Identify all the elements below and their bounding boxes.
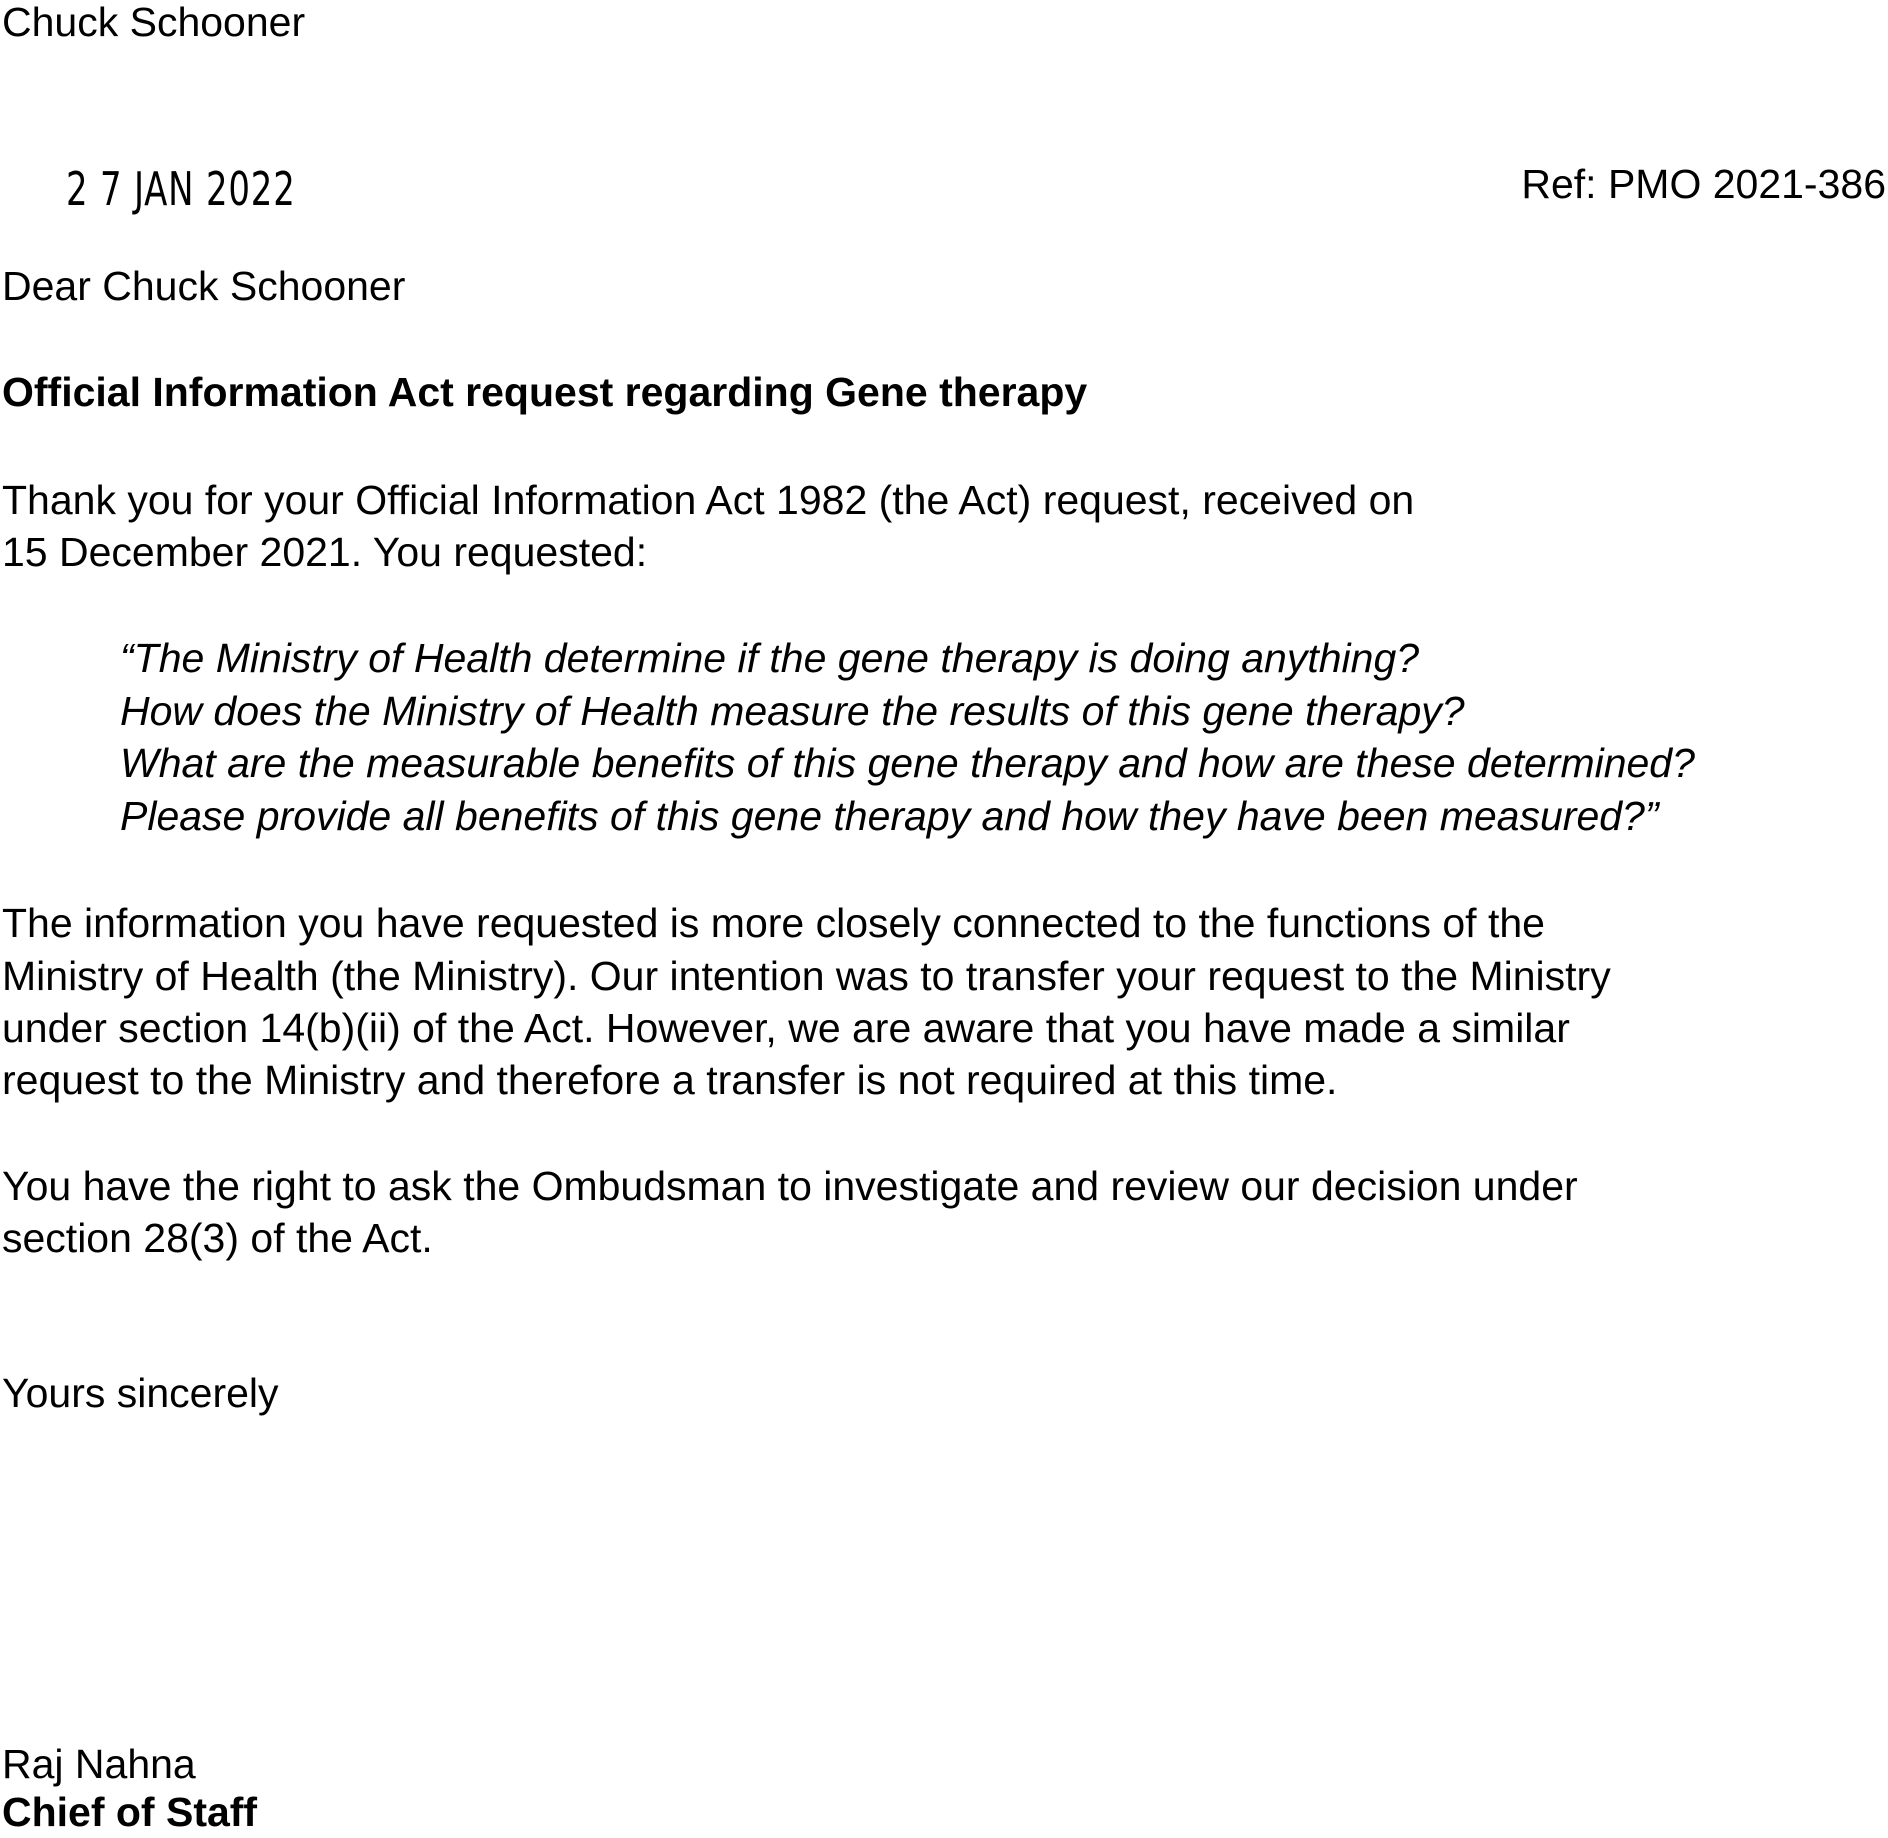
paragraph-line: under section 14(b)(ii) of the Act. However, we are aware that you have made a similar bbox=[2, 1005, 1570, 1051]
recipient-name: Chuck Schooner bbox=[2, 0, 306, 45]
quote-line: How does the Ministry of Health measure the results of this gene therapy? bbox=[120, 688, 1465, 734]
quote-line: Please provide all benefits of this gene therapy and how they have been measured?” bbox=[120, 793, 1659, 839]
signatory-title: Chief of Staff bbox=[2, 1789, 258, 1835]
paragraph-line: request to the Ministry and therefore a transfer is not required at this time. bbox=[2, 1057, 1338, 1103]
paragraph-line: The information you have requested is more closely connected to the functions of the bbox=[2, 900, 1545, 946]
quote-line: “The Ministry of Health determine if the gene therapy is doing anything? bbox=[120, 635, 1420, 681]
closing: Yours sincerely bbox=[2, 1370, 279, 1416]
quote-line: What are the measurable benefits of this gene therapy and how are these determined? bbox=[120, 740, 1695, 786]
subject-heading: Official Information Act request regarding Gene therapy bbox=[2, 369, 1088, 415]
date-stamp: 2 7 JAN 2022 bbox=[66, 162, 296, 216]
paragraph-line: 15 December 2021. You requested: bbox=[2, 529, 648, 575]
paragraph-line: Thank you for your Official Information Act 1982 (the Act) request, received on bbox=[2, 477, 1415, 523]
paragraph-line: You have the right to ask the Ombudsman to investigate and review our decision under bbox=[2, 1163, 1578, 1209]
paragraph-line: Ministry of Health (the Ministry). Our intention was to transfer your request to the Ministry bbox=[2, 953, 1611, 999]
paragraph-line: section 28(3) of the Act. bbox=[2, 1215, 433, 1261]
signatory-name: Raj Nahna bbox=[2, 1741, 196, 1787]
salutation: Dear Chuck Schooner bbox=[2, 263, 406, 309]
reference-number: Ref: PMO 2021-386 bbox=[1521, 161, 1886, 207]
